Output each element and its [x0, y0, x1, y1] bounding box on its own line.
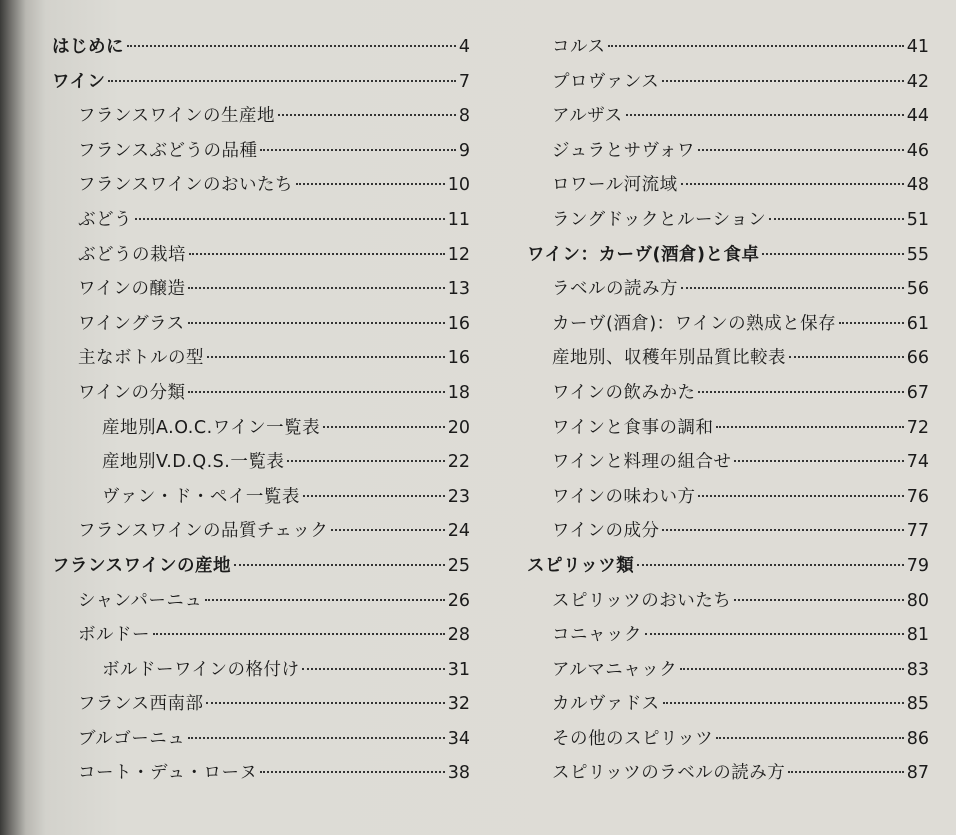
toc-page-number: 23 — [447, 486, 470, 507]
dot-leader — [769, 218, 903, 220]
toc-page-number: 61 — [906, 313, 929, 334]
dot-leader — [716, 737, 903, 739]
toc-page-number: 20 — [447, 417, 470, 438]
dot-leader — [637, 564, 903, 566]
toc-entry-title: コニャック — [552, 625, 642, 646]
dot-leader — [260, 771, 444, 773]
toc-page-number: 4 — [458, 37, 470, 57]
toc-right-column — [527, 30, 929, 791]
dot-leader — [127, 45, 456, 47]
toc-page-number: 25 — [447, 555, 470, 576]
toc-entry — [52, 376, 470, 411]
toc-entry — [52, 722, 470, 757]
toc-entry — [527, 445, 929, 480]
toc-entry — [527, 134, 929, 169]
dot-leader — [323, 426, 445, 428]
dot-leader — [296, 183, 445, 185]
dot-leader — [698, 495, 903, 497]
toc-page-number: 11 — [447, 209, 470, 230]
toc-entry — [527, 203, 929, 238]
dot-leader — [188, 287, 444, 289]
toc-page-number: 41 — [906, 37, 929, 57]
toc-entry-title: ワインの飲みかた — [552, 382, 696, 403]
dot-leader — [188, 391, 444, 393]
toc-entry — [52, 30, 470, 65]
toc-page-number: 56 — [906, 279, 929, 300]
dot-leader — [108, 80, 455, 82]
toc-entry — [527, 653, 929, 688]
dot-leader — [716, 426, 903, 428]
toc-entry — [52, 238, 470, 273]
toc-page-number: 18 — [447, 382, 470, 403]
toc-page-number: 7 — [458, 71, 470, 92]
toc-entry — [52, 272, 470, 307]
toc-page-number: 55 — [906, 244, 929, 265]
dot-leader — [762, 253, 903, 255]
dot-leader — [287, 460, 444, 462]
dot-leader — [698, 391, 903, 393]
toc-entry-title: ワイン — [52, 71, 106, 92]
toc-entry — [52, 687, 470, 722]
dot-leader — [734, 460, 903, 462]
toc-entry-title: ヴァン・ド・ペイ一覧表 — [102, 486, 300, 507]
toc-page-number: 10 — [447, 175, 470, 196]
toc-entry — [527, 272, 929, 307]
toc-entry-title: コート・デュ・ローヌ — [78, 763, 258, 784]
toc-entry — [527, 238, 929, 273]
dot-leader — [188, 322, 445, 324]
toc-page-number: 31 — [447, 659, 470, 680]
toc-entry — [527, 480, 929, 515]
dot-leader — [207, 356, 445, 358]
toc-entry — [527, 411, 929, 446]
toc-entry — [527, 584, 929, 619]
toc-entry-title: はじめに — [52, 37, 124, 57]
toc-entry-title: フランスワインのおいたち — [78, 175, 293, 196]
toc-entry — [52, 756, 470, 791]
toc-page-number: 77 — [906, 521, 929, 542]
toc-entry-title: ボルドー — [78, 625, 150, 646]
toc-page-number: 86 — [906, 728, 929, 749]
dot-leader — [260, 149, 455, 151]
toc-entry-title: フランスワインの産地 — [52, 555, 231, 576]
toc-page-number: 87 — [906, 763, 929, 784]
toc-entry-title: 産地別、収穫年別品質比較表 — [552, 348, 786, 369]
toc-page-number: 32 — [447, 694, 470, 715]
toc-entry-title: ワインの分類 — [78, 382, 186, 403]
toc-entry-title: ロワール河流域 — [552, 175, 678, 196]
dot-leader — [788, 771, 903, 773]
toc-page-number: 66 — [906, 348, 929, 369]
toc-entry — [52, 480, 470, 515]
toc-page-number: 26 — [447, 590, 470, 611]
toc-entry-title: ワイングラス — [78, 313, 185, 334]
toc-entry — [52, 514, 470, 549]
toc-left-column — [52, 30, 470, 791]
toc-entry-title: プロヴァンス — [552, 71, 660, 92]
toc-entry-title: スピリッツ類 — [527, 555, 635, 576]
dot-leader — [189, 253, 445, 255]
toc-entry — [52, 618, 470, 653]
toc-entry-title: ブルゴーニュ — [78, 728, 186, 749]
toc-entry-title: フランスぶどうの品種 — [78, 140, 258, 161]
toc-page-number: 76 — [906, 486, 929, 507]
toc-entry-title: ワイン：カーヴ(酒倉)と食卓 — [527, 244, 760, 265]
dot-leader — [626, 114, 904, 116]
toc-entry — [527, 514, 929, 549]
toc-entry — [52, 65, 470, 100]
dot-leader — [698, 149, 904, 151]
toc-entry — [52, 584, 470, 619]
toc-page-number: 38 — [447, 763, 470, 784]
toc-entry-title: フランスワインの品質チェック — [78, 521, 329, 542]
toc-entry-title: 産地別V.D.Q.S.一覧表 — [102, 452, 285, 473]
toc-entry-title: アルマニャック — [552, 659, 678, 680]
toc-entry — [527, 168, 929, 203]
toc-entry — [527, 376, 929, 411]
toc-entry — [52, 411, 470, 446]
toc-page-number: 85 — [906, 694, 929, 715]
toc-entry-title: ぶどうの栽培 — [78, 244, 186, 265]
toc-entry-title: ボルドーワインの格付け — [102, 659, 300, 680]
dot-leader — [153, 633, 445, 635]
dot-leader — [663, 702, 904, 704]
dot-leader — [205, 599, 444, 601]
toc-entry — [527, 549, 929, 584]
toc-page-number: 12 — [447, 244, 470, 265]
toc-page-number: 67 — [906, 382, 929, 403]
toc-entry — [527, 30, 929, 65]
toc-page-number: 16 — [447, 313, 470, 334]
toc-page-number: 80 — [906, 590, 929, 611]
toc-entry — [527, 756, 929, 791]
toc-entry-title: フランス西南部 — [78, 694, 204, 715]
dot-leader — [206, 702, 444, 704]
toc-entry-title: コルス — [552, 37, 606, 57]
toc-page-number: 9 — [458, 140, 470, 161]
toc-entry — [52, 168, 470, 203]
toc-entry-title: スピリッツのおいたち — [552, 590, 732, 611]
toc-entry — [52, 445, 470, 480]
toc-page-number: 13 — [447, 279, 470, 300]
toc-entry — [52, 549, 470, 584]
toc-page-number: 81 — [906, 625, 929, 646]
toc-entry-title: ワインの味わい方 — [552, 486, 696, 507]
toc-entry — [52, 341, 470, 376]
toc-page-number: 72 — [906, 417, 929, 438]
toc-entry-title: 主なボトルの型 — [78, 348, 204, 369]
toc-page-number: 42 — [906, 71, 929, 92]
toc-page-number: 51 — [906, 209, 929, 230]
dot-leader — [734, 599, 903, 601]
toc-entry — [527, 687, 929, 722]
dot-leader — [302, 668, 444, 670]
dot-leader — [839, 322, 904, 324]
toc-entry — [52, 653, 470, 688]
toc-entry — [527, 307, 929, 342]
toc-entry-title: アルザス — [552, 106, 623, 127]
dot-leader — [681, 183, 904, 185]
dot-leader — [662, 80, 903, 82]
toc-page-number: 8 — [458, 106, 470, 127]
dot-leader — [234, 564, 445, 566]
dot-leader — [789, 356, 904, 358]
dot-leader — [135, 218, 445, 220]
toc-entry — [52, 134, 470, 169]
toc-entry-title: カーヴ(酒倉)：ワインの熟成と保存 — [552, 313, 837, 334]
dot-leader — [303, 495, 445, 497]
toc-entry-title: シャンパーニュ — [78, 590, 203, 611]
dot-leader — [608, 45, 903, 47]
toc-entry-title: ラングドックとルーション — [552, 209, 767, 230]
toc-entry — [52, 203, 470, 238]
dot-leader — [278, 114, 456, 116]
dot-leader — [188, 737, 444, 739]
toc-entry-title: 産地別A.O.C.ワイン一覧表 — [102, 417, 321, 438]
toc-entry-title: ワインと食事の調和 — [552, 417, 714, 438]
toc-entry — [52, 99, 470, 134]
toc-page-number: 44 — [906, 106, 929, 127]
toc-entry-title: ワインと料理の組合せ — [552, 452, 732, 473]
toc-page-number: 24 — [447, 521, 470, 542]
dot-leader — [681, 287, 904, 289]
toc-page-number: 79 — [906, 555, 929, 576]
dot-leader — [680, 668, 903, 670]
toc-entry-title: フランスワインの生産地 — [78, 106, 275, 127]
toc-entry — [527, 99, 929, 134]
dot-leader — [662, 529, 903, 531]
toc-page-number: 28 — [447, 625, 470, 646]
toc-page-number: 22 — [447, 452, 470, 473]
toc-entry-title: ぶどう — [78, 209, 132, 230]
toc-entry — [527, 722, 929, 757]
dot-leader — [331, 529, 444, 531]
toc-entry-title: ワインの醸造 — [78, 279, 186, 300]
toc-entry-title: スピリッツのラベルの読み方 — [552, 763, 786, 784]
toc-entry-title: カルヴァドス — [552, 694, 660, 715]
toc-entry-title: ラベルの読み方 — [552, 279, 678, 300]
toc-page-number: 48 — [906, 175, 929, 196]
toc-entry — [52, 307, 470, 342]
toc-entry-title: その他のスピリッツ — [552, 728, 714, 749]
toc-page-number: 34 — [447, 728, 470, 749]
toc-entry — [527, 65, 929, 100]
toc-page-number: 74 — [906, 452, 929, 473]
toc-page-number: 16 — [447, 348, 470, 369]
toc-entry — [527, 341, 929, 376]
toc-entry — [527, 618, 929, 653]
toc-page-number: 83 — [906, 659, 929, 680]
dot-leader — [645, 633, 904, 635]
toc-entry-title: ジュラとサヴォワ — [552, 140, 695, 161]
toc-entry-title: ワインの成分 — [552, 521, 660, 542]
toc-page-number: 46 — [906, 140, 929, 161]
